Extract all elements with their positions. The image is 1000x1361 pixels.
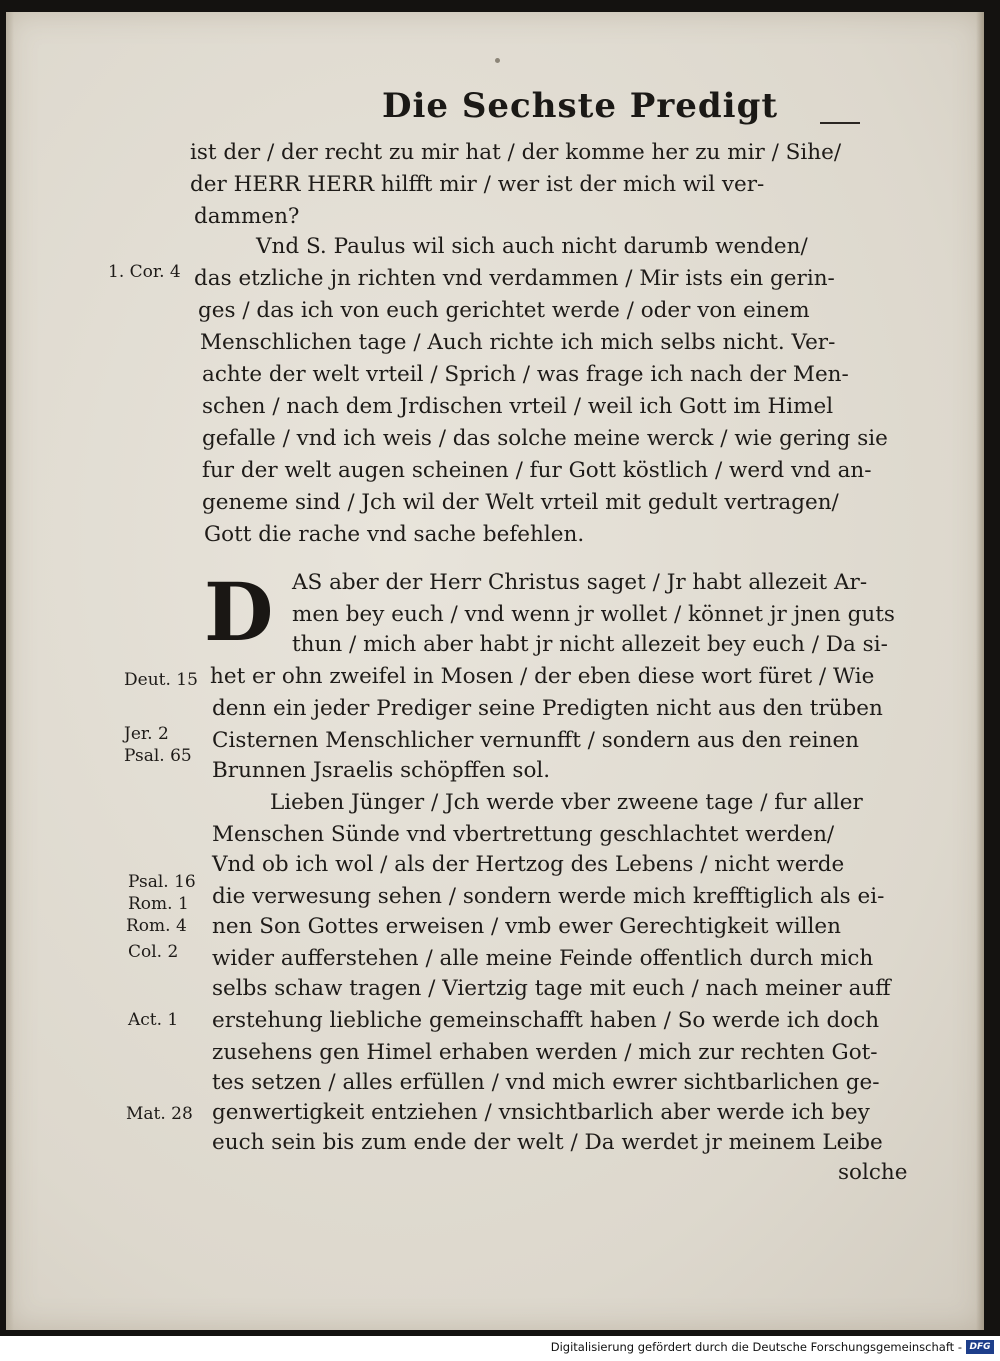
- footer-bar: [0, 1336, 1000, 1361]
- text-line: Cisternen Menschlicher vernunfft / sondern aus den reinen: [212, 728, 860, 753]
- text-line: thun / mich aber habt jr nicht allezeit bey euch / Da si-: [292, 632, 888, 657]
- margin-note: Rom. 4: [126, 916, 187, 936]
- text-line: euch sein bis zum ende der welt / Da werdet jr meinem Leibe: [212, 1130, 883, 1155]
- text-line: fur der welt augen scheinen / fur Gott köstlich / werd vnd an-: [202, 458, 872, 483]
- text-line: dammen?: [194, 204, 300, 229]
- text-line: der HERR HERR hilfft mir / wer ist der mich wil ver-: [190, 172, 765, 197]
- text-line: nen Son Gottes erweisen / vmb ewer Gerechtigkeit willen: [212, 914, 841, 939]
- text-line: gefalle / vnd ich weis / das solche meine werck / wie gering sie: [202, 426, 888, 451]
- margin-note: 1. Cor. 4: [108, 262, 181, 282]
- text-line: Vnd S. Paulus wil sich auch nicht darumb wenden/: [256, 234, 808, 259]
- text-line: Brunnen Jsraelis schöpffen sol.: [212, 758, 551, 783]
- margin-note: Jer. 2: [124, 724, 169, 744]
- margin-note: Psal. 16: [128, 872, 196, 892]
- text-line: tes setzen / alles erfüllen / vnd mich ewrer sichtbarlichen ge-: [212, 1070, 880, 1095]
- text-line: Menschlichen tage / Auch richte ich mich selbs nicht. Ver-: [200, 330, 836, 355]
- margin-note: Act. 1: [128, 1010, 179, 1030]
- text-line: Vnd ob ich wol / als der Hertzog des Lebens / nicht werde: [212, 852, 845, 877]
- head-ornament-rule: [820, 122, 860, 124]
- text-line: AS aber der Herr Christus saget / Jr habt allezeit Ar-: [292, 570, 868, 595]
- text-line: selbs schaw tragen / Viertzig tage mit euch / nach meiner auff: [212, 976, 891, 1001]
- margin-note: Deut. 15: [124, 670, 198, 690]
- text-line: zusehens gen Himel erhaben werden / mich zur rechten Got-: [212, 1040, 878, 1065]
- running-head: Die Sechste Predigt: [382, 86, 779, 126]
- text-line: wider aufferstehen / alle meine Feinde offentlich durch mich: [212, 946, 874, 971]
- text-line: Menschen Sünde vnd vbertrettung geschlachtet werden/: [212, 822, 835, 847]
- page-right-edge: [976, 12, 984, 1330]
- text-line: men bey euch / vnd wenn jr wollet / könnet jr jnen guts: [292, 602, 895, 627]
- text-line: Lieben Jünger / Jch werde vber zweene tage / fur aller: [270, 790, 863, 815]
- ink-dot: [495, 58, 500, 63]
- text-line: die verwesung sehen / sondern werde mich krefftiglich als ei-: [212, 884, 885, 909]
- catchword: solche: [838, 1160, 908, 1185]
- drop-cap: D: [204, 565, 274, 659]
- text-line: het er ohn zweifel in Mosen / der eben diese wort füret / Wie: [210, 664, 875, 689]
- margin-note: Rom. 1: [128, 894, 189, 914]
- text-line: denn ein jeder Prediger seine Predigten nicht aus den trüben: [212, 696, 883, 721]
- margin-note: Col. 2: [128, 942, 179, 962]
- text-line: schen / nach dem Jrdischen vrteil / weil ich Gott im Himel: [202, 394, 834, 419]
- margin-note: Mat. 28: [126, 1104, 193, 1124]
- text-line: ges / das ich von euch gerichtet werde / oder von einem: [198, 298, 810, 323]
- dfg-logo-icon[interactable]: DFG: [966, 1340, 994, 1354]
- funding-credit: Digitalisierung gefördert durch die Deutsche Forschungsgemeinschaft -: [550, 1340, 962, 1354]
- text-line: ist der / der recht zu mir hat / der komme her zu mir / Sihe/: [190, 140, 842, 165]
- text-line: achte der welt vrteil / Sprich / was frage ich nach der Men-: [202, 362, 849, 387]
- text-line: das etzliche jn richten vnd verdammen / Mir ists ein gerin-: [194, 266, 835, 291]
- page-left-edge: [6, 12, 14, 1330]
- text-line: erstehung liebliche gemeinschafft haben / So werde ich doch: [212, 1008, 880, 1033]
- margin-note: Psal. 65: [124, 746, 192, 766]
- text-line: geneme sind / Jch wil der Welt vrteil mit gedult vertragen/: [202, 490, 839, 515]
- text-line: genwertigkeit entziehen / vnsichtbarlich aber werde ich bey: [212, 1100, 870, 1125]
- text-line: Gott die rache vnd sache befehlen.: [204, 522, 585, 547]
